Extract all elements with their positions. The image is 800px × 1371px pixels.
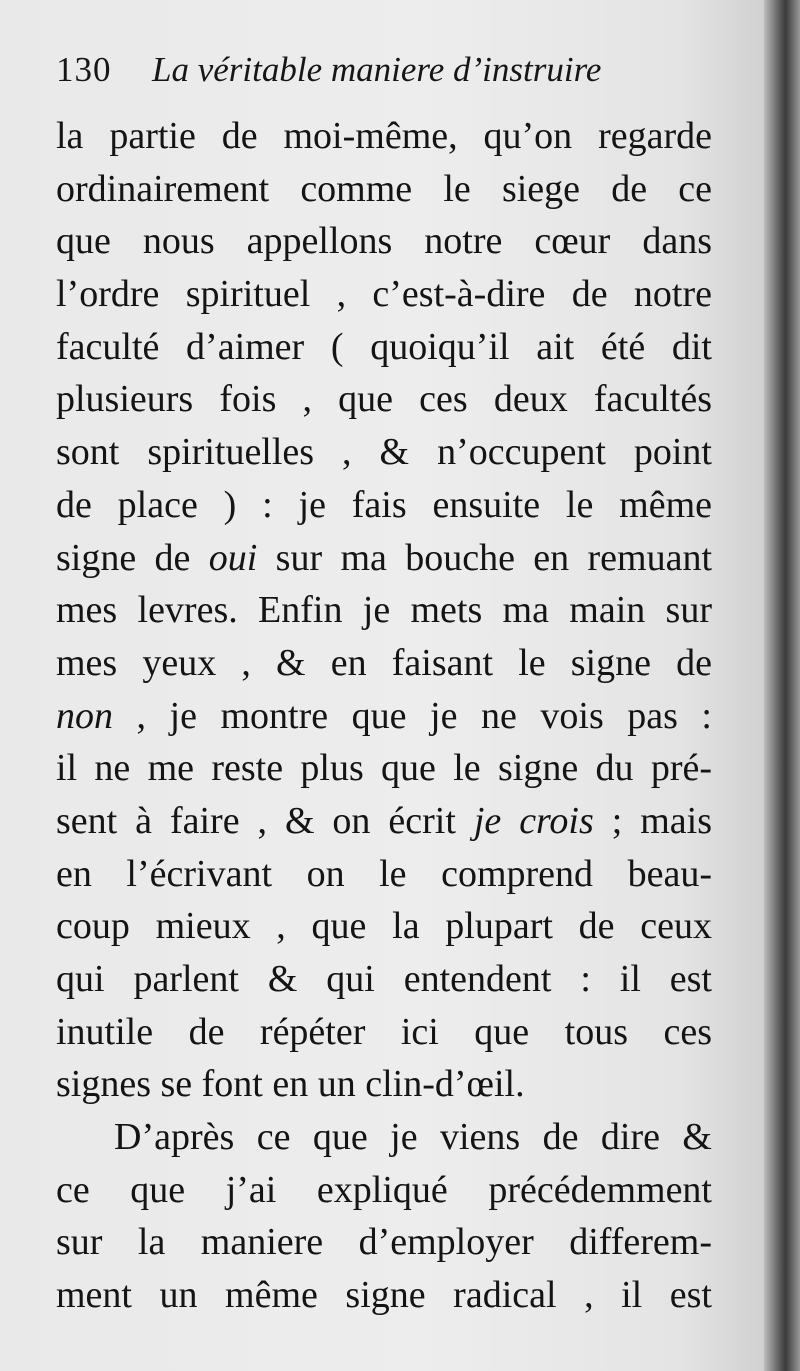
text-line: la partie de moi-même, qu’on regarde	[56, 115, 712, 157]
text-line: sent à faire , & on écrit je crois ; mais	[56, 799, 713, 842]
text-line: signes se font en un clin-d’œil.	[56, 1063, 525, 1106]
page-number: 130	[56, 50, 112, 89]
body-text	[56, 110, 712, 1322]
text-line: l’ordre spirituel , c’est-à-dire de notre	[56, 273, 712, 316]
text-line: ment un même signe radical , il est	[56, 1274, 712, 1317]
text-line: ordinairement comme le siege de ce	[56, 167, 712, 210]
text-line: que nous appellons notre cœur dans	[56, 220, 712, 263]
text-line: non , je montre que je ne vois pas :	[56, 694, 712, 737]
text-line: inutile de répéter ici que tous ces	[56, 1010, 712, 1053]
text-line: sont spirituelles , & n’occupent point	[56, 431, 712, 474]
book-gutter-shadow	[764, 0, 800, 1371]
page-header	[56, 50, 696, 100]
text-line: signe de oui sur ma bouche en remuant	[56, 536, 713, 579]
text-line: de place ) : je fais ensuite le même	[56, 483, 712, 526]
text-line: en l’écrivant on le comprend beau-	[56, 852, 712, 895]
running-title: La véritable maniere d’instruire	[152, 50, 602, 89]
text-line: mes yeux , & en faisant le signe de	[56, 641, 712, 684]
text-line: mes levres. Enfin je mets ma main sur	[56, 589, 712, 632]
text-line: qui parlent & qui entendent : il est	[56, 958, 712, 1000]
text-line: ce que j’ai expliqué précédemment	[56, 1168, 712, 1211]
italic-word: je crois	[473, 799, 594, 842]
text-line: faculté d’aimer ( quoiqu’il ait été dit	[56, 325, 712, 368]
italic-word: non	[56, 694, 113, 737]
text-line: plusieurs fois , que ces deux facultés	[56, 378, 712, 421]
text-line: D’après ce que je viens de dire &	[114, 1116, 712, 1159]
text-line: il ne me reste plus que le signe du pré-	[56, 747, 712, 790]
italic-word: oui	[208, 536, 258, 579]
text-line: coup mieux , que la plupart de ceux	[56, 905, 712, 948]
text-line: sur la maniere d’employer differem-	[56, 1221, 712, 1264]
